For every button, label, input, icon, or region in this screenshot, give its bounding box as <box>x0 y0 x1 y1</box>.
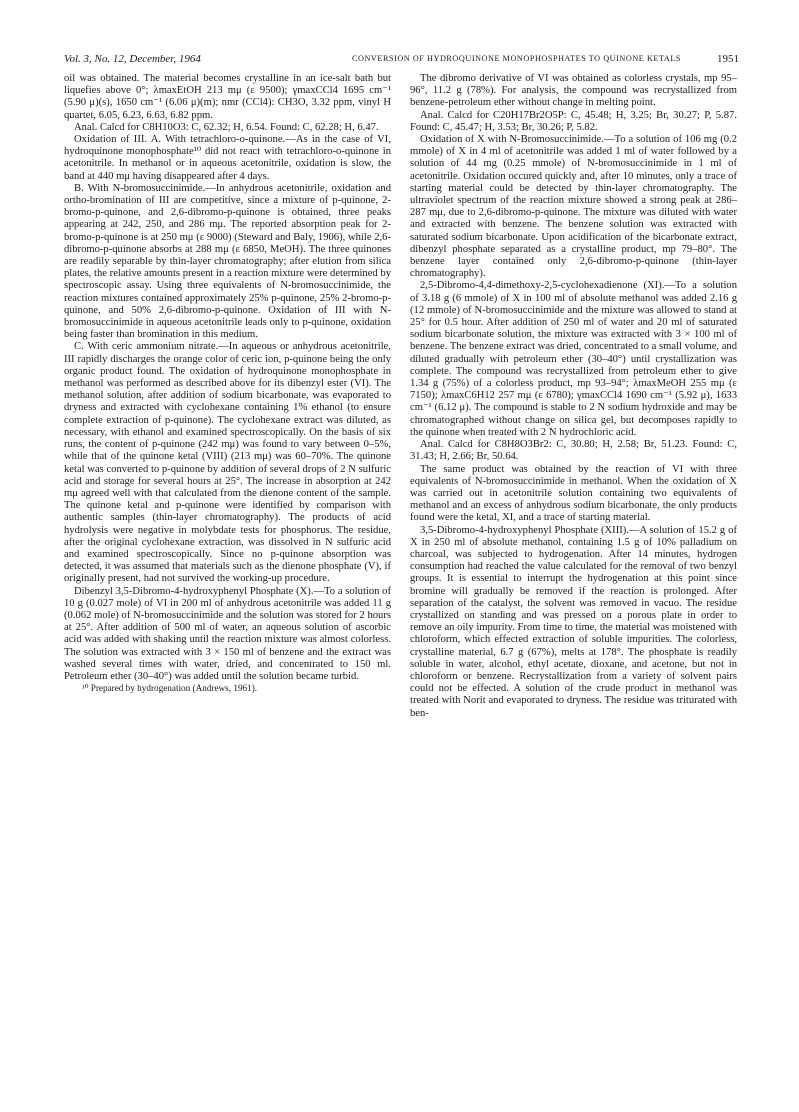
paragraph: oil was obtained. The material becomes crystalline in an ice-salt bath but liquefies above 0°; λmaxEtOH 213 mμ (ε 9500); γmaxCCl4 1695 cm⁻¹ (5.90 μ)(s), 1650 cm⁻¹ (6.06 μ)(m); nmr (CCl4): CH3O, 3.32 ppm, vinyl H quartet, 6.05, 6.23, 6.63, 6.82 ppm. <box>64 73 391 121</box>
paragraph: The dibromo derivative of VI was obtained as colorless crystals, mp 95–96°, 11.2 g (78%). For analysis, the compound was recrystallized from benzene-petroleum ether without change in melting point. <box>410 73 737 109</box>
running-title: CONVERSION OF HYDROQUINONE MONOPHOSPHATES TO QUINONE KETALS <box>352 54 681 63</box>
paragraph: Oxidation of X with N-Bromosuccinimide.—To a solution of 106 mg (0.2 mmole) of X in 4 ml of acetonitrile was added 1 ml of water followed by a solution of 44 mg (0.25 mmole) of N-bromosuccinimide in 1 ml of acetonitrile. Oxidation occured quickly and, after 10 minutes, only a trace of starting material could be detected by thin-layer chromatography. The ultraviolet spectrum of the reaction mixture showed a strong peak at 286–287 mμ, due to 2,6-dibromo-p-quinone. The mixture was diluted with water and extracted with benzene. The benzene solution was extracted with saturated sodium bicarbonate. Upon acidification of the bicarbonate extract, dibenzyl phosphate separated as a crystalline product, mp 79–80°. The benzene layer contained only 2,6-dibromo-p-quinone (thin-layer chromatography). <box>410 134 737 280</box>
paragraph: Anal. Calcd for C8H8O3Br2: C, 30.80; H, 2.58; Br, 51.23. Found: C, 31.43; H, 2.66; Br, 50.64. <box>410 439 737 463</box>
paragraph: 2,5-Dibromo-4,4-dimethoxy-2,5-cyclohexadienone (XI).—To a solution of 3.18 g (6 mmole) of X in 100 ml of absolute methanol was added 2.16 g (12 mmole) of N-bromosuccinimide and the mixture was allowed to stand at 25° for 0.5 hour. After addition of 250 ml of water and 20 ml of saturated sodium bicarbonate solution, the mixture was extracted with 3 × 100 ml of benzene. The benzene extract was dried, concentrated to a small volume, and diluted gradually with petroleum ether (30–40°) until crystallization was complete. The compound was recrystallized from petroleum ether to give 1.34 g (75%) of a colorless product, mp 93–94°; λmaxMeOH 255 mμ (ε 7150); λmaxC6H12 257 mμ (ε 6780); γmaxCCl4 1690 cm⁻¹ (5.92 μ), 1633 cm⁻¹ (6.12 μ). The compound is stable to 2 N sodium hydroxide and may be chromatographed without change on silica gel, but decomposes rapidly to the quinone when treated with 2 N hydrochloric acid. <box>410 280 737 438</box>
paragraph: The same product was obtained by the reaction of VI with three equivalents of N-bromosuccinimide in methanol. When the oxidation of X was carried out in acetonitrile solution containing two equivalents of methanol and an excess of anhydrous sodium bicarbonate, the only products found were the ketal, XI, and a trace of starting material. <box>410 463 737 524</box>
right-column <box>410 73 737 720</box>
paragraph: C. With ceric ammonium nitrate.—In aqueous or anhydrous acetonitrile, III rapidly discharges the orange color of ceric ion, p-quinone being the only organic product found. The oxidation of hydroquinone monophosphate in methanol was performed as described above for its dibenzyl ester (VI). The methanol solution, after addition of sodium bicarbonate, was evaporated to dryness and extracted with cyclohexane containing 1% ethanol (to ensure complete extraction of p-quinone). The cyclohexane extract was diluted, as necessary, with ethanol and examined spectroscopically. On the basis of six runs, the content of p-quinone (242 mμ) was found to vary between 0–5%, while that of the quinone ketal (VIII) (213 mμ) was 60–70%. The quinone ketal was converted to p-quinone by addition of several drops of 2 N sulfuric acid and storage for several hours at 25°. The increase in absorption at 242 mμ agreed well with that calculated from the dienone content of the sample. The quinone ketal and p-quinone were identified by comparison with authentic samples (thin-layer chromatography). The products of acid hydrolysis were negative in molybdate tests for phosphorus. The residue, after the original cyclohexane extraction, was dissolved in N sulfuric acid and examined spectroscopically. Since no p-quinone absorption was detected, it was assumed that materials such as the dienone phosphate (V), if originally present, had not survived the working-up procedure. <box>64 341 391 585</box>
left-column <box>64 73 391 694</box>
paragraph: 3,5-Dibromo-4-hydroxyphenyl Phosphate (XIII).—A solution of 15.2 g of X in 250 ml of absolute methanol, containing 1.5 g of 10% palladium on charcoal, was subjected to hydrogenation. After 14 minutes, hydrogen consumption had reached the value calculated for the removal of two benzyl groups. It is essential to interrupt the hydrogenation at this point since bromine will gradually be removed if the reaction is prolonged. After separation of the catalyst, the solvent was removed in vacuo. The residue crystallized on standing and was pressed on a porous plate in order to remove an oily impurity. From time to time, the material was moistened with chloroform, which effected extraction of soluble impurities. The colorless, crystalline material, 6.7 g (67%), melts at 178°. The phosphate is readily soluble in water, alcohol, ethyl acetate, dioxane, and acetone, but not in chloroform or benzene. Recrystallization from a variety of solvent pairs could not be effected. A solution of the crude product in methanol was treated with Norit and evaporated to dryness. The residue was triturated with ben- <box>410 524 737 719</box>
paragraph: B. With N-bromosuccinimide.—In anhydrous acetonitrile, oxidation and ortho-bromination of III are competitive, since a mixture of p-quinone, 2-bromo-p-quinone, and 2,6-dibromo-p-quinone is obtained, three peaks appearing at 242, 250, and 286 mμ. The reported absorption peak for 2-bromo-p-quinone is at 250 mμ (ε 9000) (Steward and Baly, 1906), while 2,6-dibromo-p-quinone absorbs at 288 mμ (ε 6850, MeOH). The three quinones are readily separable by thin-layer chromatography; after elution from silica plates, the relative amounts present in a reaction mixture were determined by spectroscopic assay. Using three equivalents of N-bromosuccinimide, the reaction mixtures contained approximately 25% p-quinone, 25% 2-bromo-p-quinone, and 50% 2,6-dibromo-p-quinone. Oxidation of III with N-bromosuccinimide in aqueous acetonitrile leads only to p-quinone, oxidation being faster than bromination in this medium. <box>64 182 391 341</box>
page-number: 1951 <box>717 53 739 65</box>
journal-citation: Vol. 3, No. 12, December, 1964 <box>64 53 201 65</box>
paragraph: Anal. Calcd for C20H17Br2O5P: C, 45.48; H, 3.25; Br, 30.27; P, 5.87. Found: C, 45.47; H, 3.53; Br, 30.26; P, 5.82. <box>410 109 737 133</box>
page-header <box>64 53 739 71</box>
footnote: ¹⁰ Prepared by hydrogenation (Andrews, 1961). <box>82 683 258 694</box>
paragraph: Anal. Calcd for C8H10O3: C, 62.32; H, 6.54. Found: C, 62.28; H, 6.47. <box>74 121 379 133</box>
paragraph: Dibenzyl 3,5-Dibromo-4-hydroxyphenyl Phosphate (X).—To a solution of 10 g (0.027 mole) of VI in 200 ml of anhydrous acetonitrile was added 11 g (0.062 mole) of N-bromosuccinimide and the solution was stored for 2 hours at 25°. After addition of 500 ml of water, an aqueous solution of ascorbic acid was added with shaking until the reaction mixture was almost colorless. The solution was extracted with 3 × 150 ml of benzene and the extract was washed several times with water, dried, and concentrated to 150 ml. Petroleum ether (30–40°) was added until the solution became turbid. <box>64 585 391 682</box>
paragraph: Oxidation of III. A. With tetrachloro-o-quinone.—As in the case of VI, hydroquinone monophosphate¹⁰ did not react with tetrachloro-o-quinone in acetonitrile. In methanol or in aqueous acetonitrile, oxidation is slow, the band at 440 mμ having disappeared after 4 days. <box>64 134 391 182</box>
